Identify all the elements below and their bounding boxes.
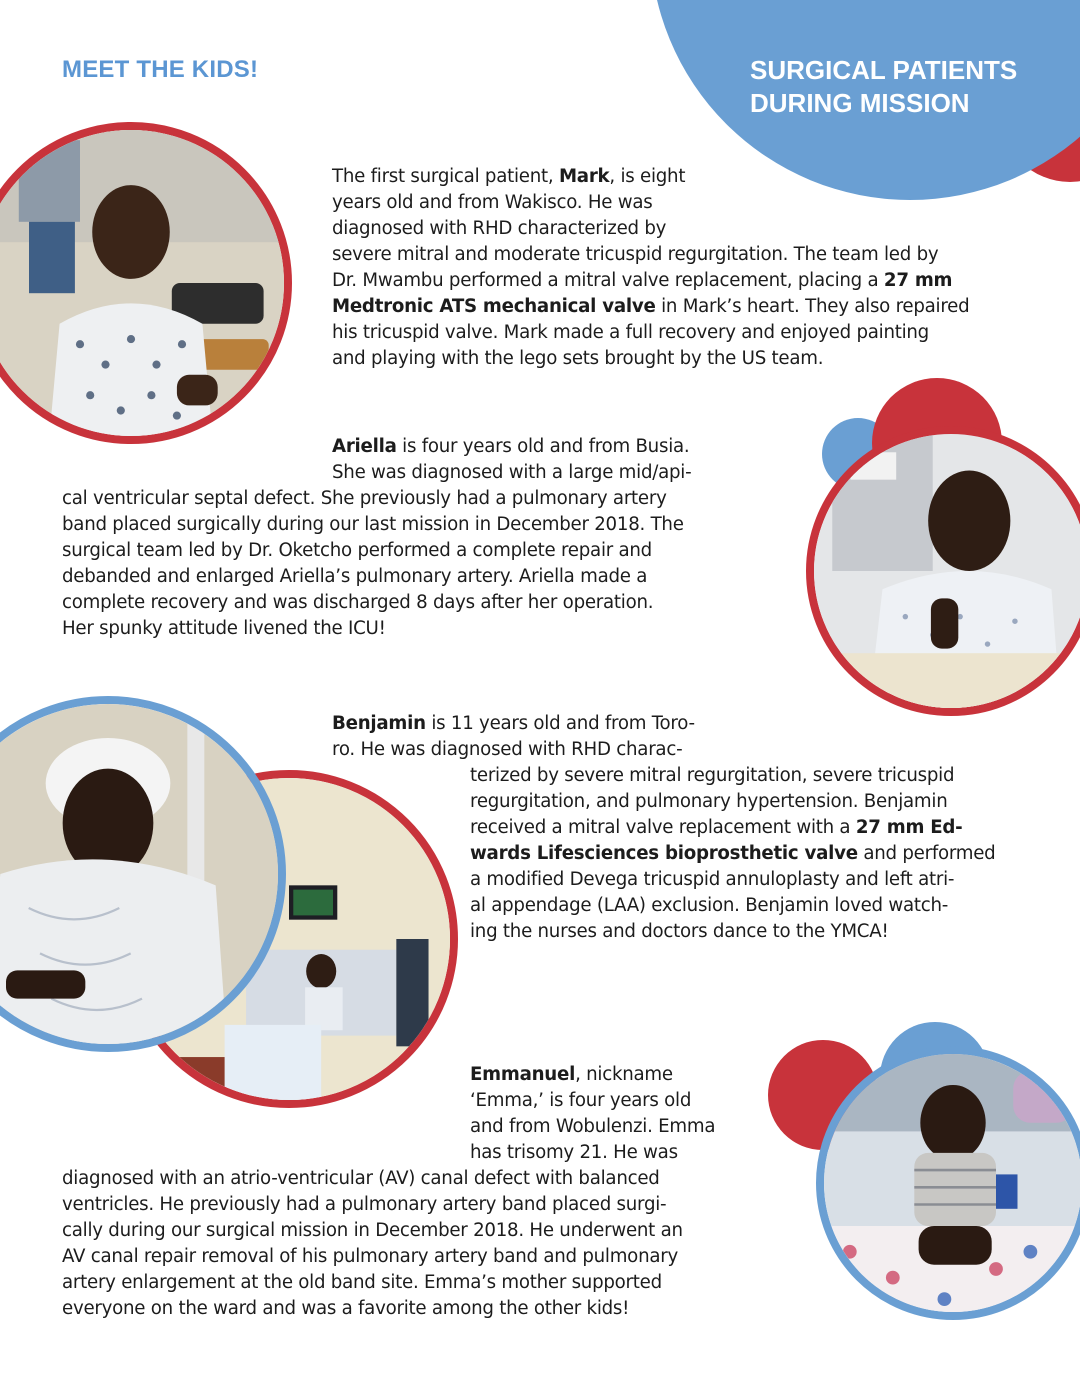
ariella-text-line-4: band placed surgically during our last mission in December 2018. The: [62, 514, 684, 535]
mark-text-line-3: diagnosed with RHD characterized by: [332, 218, 667, 239]
ariella-text-line-1: Ariella is four years old and from Busia.: [332, 436, 690, 457]
mark-text-line-5: Dr. Mwambu performed a mitral valve replacement, placing a 27 mm: [332, 270, 953, 291]
emmanuel-text-line-9: artery enlargement at the old band site. Emma’s mother supported: [62, 1272, 662, 1293]
mark-photo: [0, 122, 292, 444]
benjamin-name: Benjamin: [332, 713, 426, 734]
mark-text-line-7: his tricuspid valve. Mark made a full recovery and enjoyed painting: [332, 322, 929, 343]
emmanuel-text-line-5: diagnosed with an atrio-ventricular (AV) canal defect with balanced: [62, 1168, 660, 1189]
emmanuel-text-line-1: Emmanuel, nickname: [470, 1064, 673, 1085]
mark-name: Mark: [558, 166, 610, 187]
mark-text-line-2: years old and from Wakisco. He was: [332, 192, 653, 213]
ariella-name: Ariella: [332, 436, 397, 457]
section-title-line-1: SURGICAL PATIENTS: [750, 55, 1018, 85]
emmanuel-text-line-6: ventricles. He previously had a pulmonary artery band placed surgi-: [62, 1194, 667, 1215]
ariella-text-line-5: surgical team led by Dr. Oketcho performed a complete repair and: [62, 540, 652, 561]
mark-text-line-4: severe mitral and moderate tricuspid regurgitation. The team led by: [332, 244, 939, 265]
section-title-line-2: DURING MISSION: [750, 88, 970, 118]
emmanuel-text-line-7: cally during our surgical mission in December 2018. He underwent an: [62, 1220, 683, 1241]
ariella-text-line-6: debanded and enlarged Ariella’s pulmonary artery. Ariella made a: [62, 566, 648, 587]
mark-text-line-8: and playing with the lego sets brought by the US team.: [332, 348, 824, 369]
mark-text-line-1: The first surgical patient, Mark, is eight: [332, 166, 686, 187]
benjamin-text-line-6: wards Lifesciences bioprosthetic valve and performed: [470, 843, 996, 864]
benjamin-text-line-4: regurgitation, and pulmonary hypertension. Benjamin: [470, 791, 948, 812]
benjamin-text-line-1: Benjamin is 11 years old and from Toro-: [332, 713, 695, 734]
emmanuel-text-line-2: ‘Emma,’ is four years old: [470, 1090, 692, 1111]
emmanuel-text-line-3: and from Wobulenzi. Emma: [470, 1116, 716, 1137]
emmanuel-name: Emmanuel: [470, 1064, 576, 1085]
emmanuel-text-line-4: has trisomy 21. He was: [470, 1142, 678, 1163]
ariella-photo: [806, 426, 1080, 716]
benjamin-text-line-8: al appendage (LAA) exclusion. Benjamin loved watch-: [470, 895, 949, 916]
benjamin-text-line-5: received a mitral valve replacement with a 27 mm Ed-: [470, 817, 963, 838]
benjamin-text-line-7: a modified Devega tricuspid annuloplasty and left atri-: [470, 869, 955, 890]
section-title: [750, 54, 1050, 120]
emmanuel-text-line-10: everyone on the ward and was a favorite among the other kids!: [62, 1298, 630, 1319]
benjamin-text-line-9: ing the nurses and doctors dance to the YMCA!: [470, 921, 889, 942]
ariella-text-line-8: Her spunky attitude livened the ICU!: [62, 618, 386, 639]
benjamin-text-line-2: ro. He was diagnosed with RHD charac-: [332, 739, 683, 760]
mark-text-line-6: Medtronic ATS mechanical valve in Mark’s heart. They also repaired: [332, 296, 970, 317]
ariella-text-line-3: cal ventricular septal defect. She previously had a pulmonary artery: [62, 488, 667, 509]
page-kicker: MEET THE KIDS!: [62, 56, 259, 83]
emmanuel-text-line-8: AV canal repair removal of his pulmonary artery band and pulmonary: [62, 1246, 678, 1267]
emmanuel-photo: [816, 1046, 1080, 1320]
ariella-text-line-2: She was diagnosed with a large mid/api-: [332, 462, 692, 483]
ariella-text-line-7: complete recovery and was discharged 8 days after her operation.: [62, 592, 654, 613]
benjamin-text-line-3: terized by severe mitral regurgitation, severe tricuspid: [470, 765, 955, 786]
